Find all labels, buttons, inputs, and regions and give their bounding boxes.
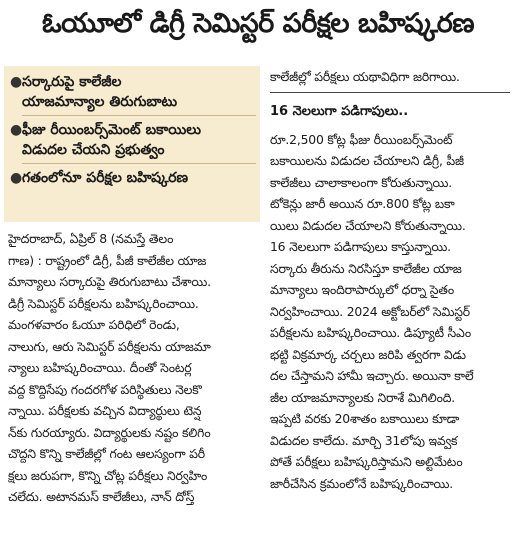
body-line: న్‌కు గురయ్యారు. విద్యార్థులకు నష్టం కలిగిం	[8, 424, 211, 440]
body-line: హైదరాబాద్, ఏప్రిల్ 8 (నమస్తే తెలం	[8, 231, 174, 246]
body-line: డిగ్రీ సెమిస్టర్ పరీక్షలను బహిష్కరించాయి.	[8, 295, 199, 311]
divider	[22, 115, 256, 116]
highlight-line: విడుదల చేయని ప్రభుత్వం	[22, 142, 165, 158]
bullet-icon: ●	[10, 170, 23, 186]
body-line: కాలేజీలు చాలాకాలంగా కోరుతున్నాయి.	[270, 174, 453, 190]
headline: ఓయూలో డిగ్రీ సెమిస్టర్ పరీక్షల బహిష్కరణ	[41, 8, 475, 39]
body-line: ఇప్పటి వరకు 20శాతం బకాయిలు కూడా	[270, 411, 460, 426]
body-line: 16 నెలలుగా పడిగాపులు కాస్తున్నాయి.	[270, 239, 451, 254]
body-line: జారీచేసిన క్రమంలోనే బహిష్కరించాయి.	[270, 475, 454, 491]
body-line: నాలుగు, ఆరు సెమిస్టర్ పరీక్షలను యాజమా	[8, 338, 211, 354]
highlight-item	[10, 72, 256, 112]
body-line: న్యాలు బహిష్కరించాయి. దీంతో సెంటర్ల	[8, 360, 192, 375]
body-line: చలేదు. అటానమస్ కాలేజీలు, నాన్ దోస్త్	[8, 489, 195, 504]
body-line: న్నాయి. పరీక్షలకు వచ్చిన విద్యార్థులు టెన్ష	[8, 403, 202, 418]
body-line: బకాయిలను విడుదల చేయాలని డిగ్రీ, పీజీ	[270, 153, 464, 168]
body-line: రూ.2,500 కోట్ల ఫీజు రీయింబర్స్‌మెంట్	[270, 131, 453, 147]
divider	[22, 163, 256, 164]
body-line: గాణ) : రాష్ట్రంలో డిగ్రీ, పీజీ కాలేజీల యాజ	[8, 252, 207, 268]
highlight-line: ఫీజు రీయింబర్స్‌మెంట్ బకాయిలు	[22, 122, 201, 138]
bullet-icon: ●	[10, 122, 23, 138]
body-line: క్షలు జరుపగా, కొన్ని చోట్ల పరీక్షలు నిర్వహిం	[8, 467, 208, 483]
highlight-item	[10, 168, 256, 188]
body-line: మంగళవారం ఓయూ పరిధిలో రెండు,	[8, 317, 180, 332]
body-line: భట్టి విక్రమార్క చర్చలు జరిపి త్వరగా విడు	[270, 346, 466, 362]
article-column-left	[8, 228, 260, 508]
body-line: దల చేస్తామని హామీ ఇచ్చారు. అయినా కాలే	[270, 368, 474, 383]
body-line: పోతే పరీక్షలు బహిష్కరిస్తామని అల్టిమేటం	[270, 454, 463, 469]
bullet-icon: ●	[10, 74, 23, 90]
body-line: టోకెన్లు జారీ అయిన రూ.800 కోట్ల బకా	[270, 196, 455, 211]
body-line: కాలేజీల్లో పరీక్షలు యథావిధిగా జరిగాయి.	[270, 69, 460, 84]
body-line: పరీక్షలను బహిష్కరించాయి. డిప్యూటీ సీఎం	[270, 325, 471, 340]
body-line: వద్ద కొద్దిసేపు గందరగోళ పరిస్థితులు నెలకొ	[8, 381, 202, 397]
body-line: చొద్దని కొన్ని కాలేజీల్లో గంట ఆలస్యంగా పరీ	[8, 446, 205, 461]
divider	[270, 92, 510, 93]
body-line: జీల యాజమాన్యాలకు నిరాశే మిగిలింది.	[270, 389, 456, 405]
body-line: నిర్వహించాయి. 2024 అక్టోబర్‌లో సెమిస్టర్	[270, 303, 470, 319]
body-line: సర్కారు తీరును నిరసిస్తూ కాలేజీల యాజ	[270, 260, 462, 276]
highlight-line: యాజమాన్యాల తిరుగుబాటు	[22, 94, 178, 110]
highlight-item	[10, 120, 256, 160]
subheading: 16 నెలలుగా పడిగాపులు..	[270, 103, 409, 119]
body-line: మాన్యాలు ఇందిరాపార్కులో ధర్నా సైతం	[270, 282, 455, 297]
body-line: విడుదల కాలేదు. మార్చి 31లోపు ఇవ్వక	[270, 432, 458, 448]
article-column-right	[270, 66, 510, 494]
highlight-line: సర్కారుపై కాలేజీల	[22, 74, 122, 90]
body-line: మాన్యాలు సర్కారుపై తిరుగుబాటు చేశాయి.	[8, 274, 211, 289]
highlights-box	[4, 66, 260, 222]
highlight-line: గతంలోనూ పరీక్షల బహిష్కరణ	[22, 170, 189, 186]
body-line: యిలు విడుదల చేయాలని కోరుతున్నాయి.	[270, 217, 466, 233]
